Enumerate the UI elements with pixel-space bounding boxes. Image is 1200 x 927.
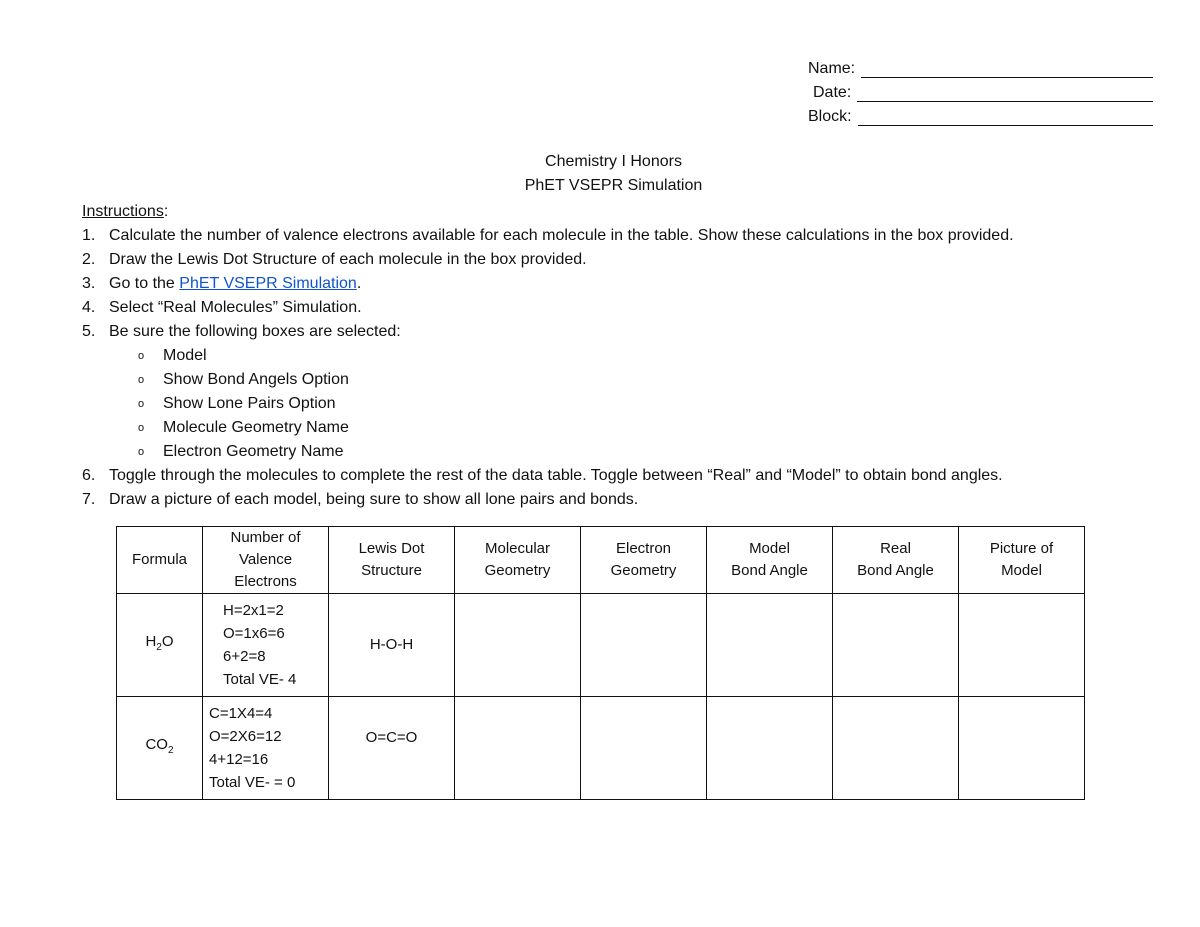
- lewis-structure-cell[interactable]: [329, 594, 455, 697]
- header-valence-electrons: Number of Valence Electrons: [203, 527, 329, 594]
- instruction-step: 2. Draw the Lewis Dot Structure of each molecule in the box provided.: [82, 251, 587, 268]
- valence-electrons-cell[interactable]: C=1X4=4 O=2X6=12 4+12=16 Total VE- = 0: [203, 697, 329, 800]
- table-row: [117, 697, 1085, 800]
- name-field[interactable]: [808, 54, 1153, 78]
- phet-simulation-link[interactable]: PhET VSEPR Simulation: [179, 275, 357, 292]
- course-title: Chemistry I Honors: [545, 153, 682, 170]
- checkbox-list-item: o Show Bond Angels Option: [138, 371, 349, 388]
- instruction-step: 3. Go to the PhET VSEPR Simulation.: [82, 275, 362, 292]
- lewis-structure-cell[interactable]: [329, 697, 455, 800]
- name-label: Name:: [808, 60, 856, 77]
- instructions: [82, 200, 1172, 512]
- name-line[interactable]: [861, 61, 1153, 78]
- data-table: [116, 526, 1085, 800]
- formula-cell: $H_2O$: [117, 594, 203, 697]
- header-formula: Formula: [117, 527, 203, 594]
- header-real-bond-angle: Real Bond Angle: [833, 527, 959, 594]
- valence-electrons-cell[interactable]: H=2x1=2 O=1x6=6 6+2=8 Total VE- 4: [203, 594, 329, 697]
- header-molecular-geometry: Molecular Geometry: [455, 527, 581, 594]
- header-lewis-structure: Lewis Dot Structure: [329, 527, 455, 594]
- header-row: [117, 527, 1085, 594]
- molecular-geometry-cell[interactable]: [455, 697, 581, 800]
- molecular-geometry-cell[interactable]: [455, 594, 581, 697]
- student-info: [808, 54, 1153, 126]
- instruction-step: 5. Be sure the following boxes are selected:: [82, 323, 401, 340]
- model-bond-angle-cell[interactable]: [707, 594, 833, 697]
- real-bond-angle-cell[interactable]: [833, 594, 959, 697]
- header-picture-model: Picture of Model: [959, 527, 1085, 594]
- instruction-step: 1. Calculate the number of valence electrons available for each molecule in the table. Show these calculations in the box provided.: [82, 227, 1014, 244]
- date-field[interactable]: [808, 78, 1153, 102]
- instructions-heading: Instructions:: [82, 203, 169, 220]
- header-model-bond-angle: Model Bond Angle: [707, 527, 833, 594]
- electron-geometry-cell[interactable]: [581, 697, 707, 800]
- real-bond-angle-cell[interactable]: [833, 697, 959, 800]
- formula-cell: $CO_2$: [117, 697, 203, 800]
- block-field[interactable]: [808, 102, 1153, 126]
- checkbox-list-item: o Show Lone Pairs Option: [138, 395, 336, 412]
- block-line[interactable]: [858, 109, 1153, 126]
- lewis-structure-co2: O=C=O: [365, 729, 418, 746]
- date-line[interactable]: [857, 85, 1153, 102]
- block-label: Block:: [808, 108, 852, 125]
- picture-model-cell[interactable]: [959, 697, 1085, 800]
- date-label: Date:: [813, 84, 852, 101]
- lewis-structure-h2o: H-O-H: [369, 636, 414, 653]
- table-row: [117, 594, 1085, 697]
- header-electron-geometry: Electron Geometry: [581, 527, 707, 594]
- checkbox-list-item: o Electron Geometry Name: [138, 443, 344, 460]
- worksheet-title: PhET VSEPR Simulation: [524, 177, 703, 194]
- checkbox-list-item: o Model: [138, 347, 207, 364]
- electron-geometry-cell[interactable]: [581, 594, 707, 697]
- picture-model-cell[interactable]: [959, 594, 1085, 697]
- model-bond-angle-cell[interactable]: [707, 697, 833, 800]
- instruction-step: 7. Draw a picture of each model, being sure to show all lone pairs and bonds.: [82, 491, 639, 508]
- instruction-step: 6. Toggle through the molecules to complete the rest of the data table. Toggle between “Real” and “Model” to obtain bond angles.: [82, 467, 1003, 484]
- instruction-step: 4. Select “Real Molecules” Simulation.: [82, 299, 362, 316]
- checkbox-list-item: o Molecule Geometry Name: [138, 419, 349, 436]
